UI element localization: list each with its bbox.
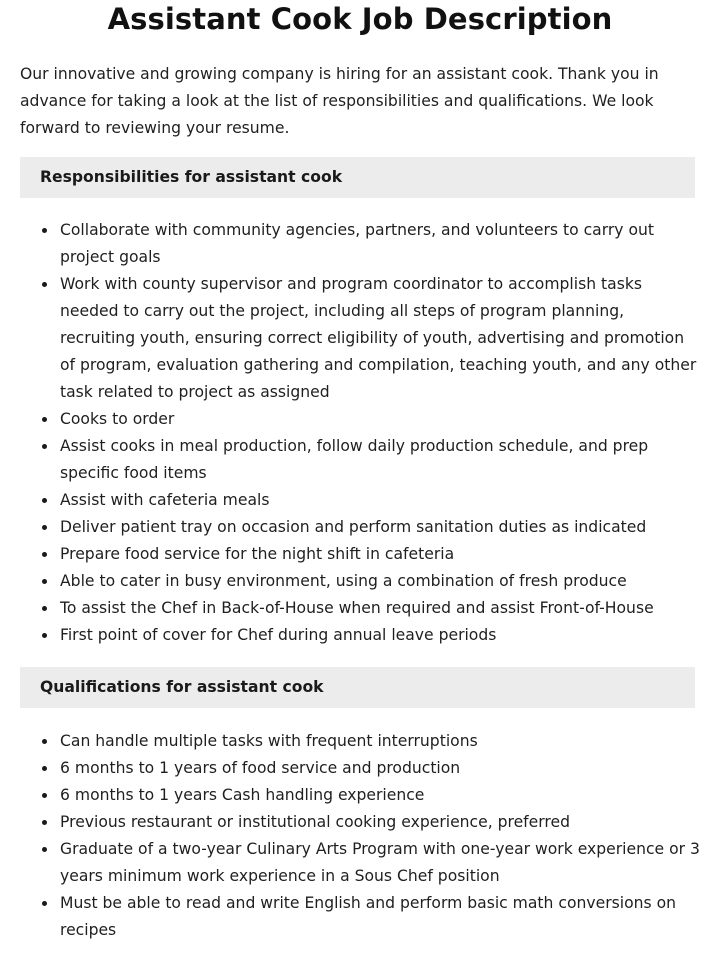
responsibility-item: Collaborate with community agencies, partners, and volunteers to carry out project goals bbox=[20, 217, 700, 271]
qualification-item: 6 months to 1 years Cash handling experience bbox=[20, 782, 700, 809]
responsibility-item: Work with county supervisor and program coordinator to accomplish tasks needed to carry out the project, including all steps of program planning, recruiting youth, ensuring correct eligibility of youth, advertising and promotion of program, evaluation gathering and compilation, teaching youth, and any other task related to project as assigned bbox=[20, 271, 700, 406]
qualification-item: Previous restaurant or institutional cooking experience, preferred bbox=[20, 809, 700, 836]
responsibility-item: Prepare food service for the night shift in cafeteria bbox=[20, 541, 700, 568]
responsibilities-list bbox=[20, 217, 700, 649]
responsibility-item: To assist the Chef in Back-of-House when required and assist Front-of-House bbox=[20, 595, 700, 622]
responsibility-item: Deliver patient tray on occasion and perform sanitation duties as indicated bbox=[20, 514, 700, 541]
qualifications-list bbox=[20, 728, 700, 944]
responsibility-item: Assist with cafeteria meals bbox=[20, 487, 700, 514]
responsibility-item: Able to cater in busy environment, using a combination of fresh produce bbox=[20, 568, 700, 595]
qualifications-heading: Qualifications for assistant cook bbox=[20, 667, 695, 708]
responsibility-item: Assist cooks in meal production, follow daily production schedule, and prep specific food items bbox=[20, 433, 700, 487]
intro-paragraph: Our innovative and growing company is hiring for an assistant cook. Thank you in advance for taking a look at the list of responsibilities and qualifications. We look forward to reviewing your resume. bbox=[20, 65, 659, 137]
responsibility-item: First point of cover for Chef during annual leave periods bbox=[20, 622, 700, 649]
qualification-item: 6 months to 1 years of food service and production bbox=[20, 755, 700, 782]
qualification-item: Must be able to read and write English and perform basic math conversions on recipes bbox=[20, 890, 700, 944]
responsibility-item: Cooks to order bbox=[20, 406, 700, 433]
page-title: Assistant Cook Job Description bbox=[107, 2, 613, 36]
responsibilities-heading: Responsibilities for assistant cook bbox=[20, 157, 695, 198]
qualification-item: Can handle multiple tasks with frequent interruptions bbox=[20, 728, 700, 755]
qualification-item: Graduate of a two-year Culinary Arts Program with one-year work experience or 3 years minimum work experience in a Sous Chef position bbox=[20, 836, 700, 890]
